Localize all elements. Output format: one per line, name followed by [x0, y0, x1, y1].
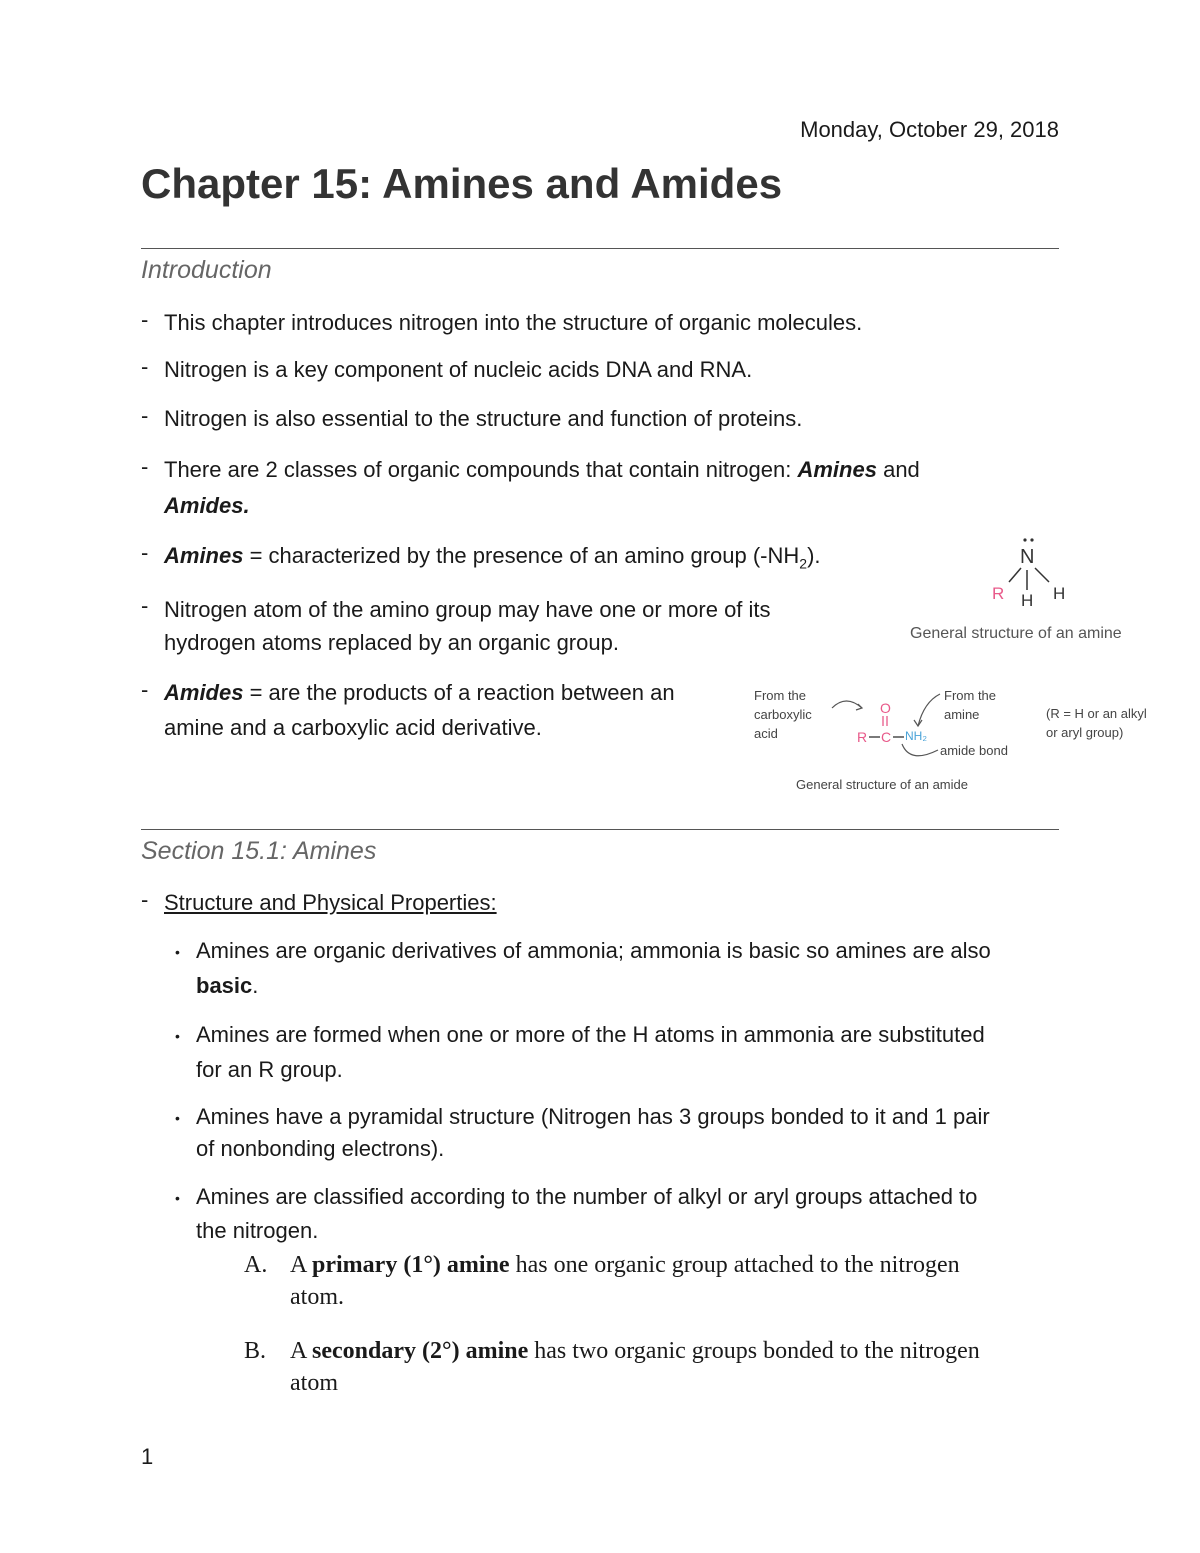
dash-marker: - — [141, 540, 149, 565]
dash-marker: - — [141, 403, 149, 428]
intro-item-7: Amides = are the products of a reaction between an — [164, 680, 675, 705]
intro-item-6-cont: hydrogen atoms replaced by an organic group. — [164, 630, 619, 655]
term-basic: basic — [196, 973, 253, 998]
amines-item-3: Amines have a pyramidal structure (Nitrogen has 3 groups bonded to it and 1 pair — [196, 1104, 990, 1129]
dash-marker: - — [141, 307, 149, 332]
amide-atom-c: C — [881, 729, 892, 745]
intro-item-7-cont: amine and a carboxylic acid derivative. — [164, 715, 542, 740]
bullet-marker: • — [175, 1190, 180, 1206]
term-amines: Amines — [797, 457, 877, 482]
amine-atom-n: N — [1020, 546, 1035, 568]
from-amine-label: From the amine — [944, 688, 997, 722]
amine-atom-h: H — [1021, 591, 1034, 610]
bullet-marker: • — [175, 1110, 180, 1126]
amide-bond-label: amide bond — [940, 743, 1008, 758]
amine-figure-caption: General structure of an amine — [910, 625, 1122, 642]
intro-item-4-cont — [164, 489, 250, 523]
document-date: Monday, October 29, 2018 — [800, 117, 1059, 142]
dash-marker: - — [141, 354, 149, 379]
dash-marker: - — [141, 887, 149, 912]
dash-marker: - — [141, 677, 149, 702]
secondary-amine-item: A secondary (2°) amine has two organic groups bonded to the nitrogen — [290, 1338, 980, 1364]
amines-item-2-cont: for an R group. — [196, 1057, 343, 1082]
divider-2 — [141, 829, 1059, 830]
dash-marker: - — [141, 454, 149, 479]
term-primary-amine: primary (1°) amine — [312, 1252, 510, 1278]
intro-item-1: This chapter introduces nitrogen into the structure of organic molecules. — [164, 310, 863, 335]
primary-amine-item-cont: atom. — [290, 1284, 344, 1310]
amide-figure-caption: General structure of an amide — [796, 777, 968, 792]
intro-item-5: Amines = characterized by the presence of an amino group $(-NH_2)$. — [164, 543, 821, 572]
term-amines-def: Amines — [164, 543, 244, 568]
bullet-marker: • — [175, 944, 180, 960]
amines-item-4-cont: the nitrogen. — [196, 1218, 319, 1243]
dash-marker: - — [141, 593, 149, 618]
intro-item-6: Nitrogen atom of the amino group may have one or more of its — [164, 597, 771, 622]
amide-atom-nh2: NH₂ — [905, 729, 927, 743]
divider-1 — [141, 248, 1059, 249]
amines-item-1: Amines are organic derivatives of ammonia; ammonia is basic so amines are also — [196, 938, 991, 963]
amide-structure-figure — [754, 684, 1164, 796]
amine-structure-figure — [910, 532, 1165, 652]
secondary-amine-item-cont: atom — [290, 1370, 338, 1396]
from-acid-label: From the carboxylic acid — [754, 688, 812, 741]
intro-item-4: There are 2 classes of organic compounds that contain nitrogen: Amines and — [164, 457, 920, 482]
section-heading-introduction: Introduction — [141, 256, 272, 284]
subsection-structure-properties: Structure and Physical Properties: — [164, 890, 497, 915]
amines-item-1-cont: basic. — [196, 973, 259, 998]
term-secondary-amine: secondary (2°) amine — [312, 1338, 529, 1364]
section-heading-amines: Section 15.1: Amines — [141, 837, 377, 865]
list-marker-b: B. — [244, 1338, 267, 1364]
amine-atom-h: H — [1053, 584, 1066, 603]
page-title: Chapter 15: Amines and Amides — [141, 160, 783, 207]
r-group-note: (R = H or an alkyl or aryl group) — [1046, 706, 1147, 740]
amide-atom-r: R — [857, 729, 868, 745]
amines-item-3-cont: of nonbonding electrons). — [196, 1136, 445, 1161]
term-amides-def: Amides — [164, 680, 244, 705]
page-number: 1 — [141, 1444, 154, 1469]
amines-item-2: Amines are formed when one or more of the H atoms in ammonia are substituted — [196, 1022, 985, 1047]
term-amides: Amides. — [164, 493, 250, 518]
primary-amine-item: A primary (1°) amine has one organic group attached to the nitrogen — [290, 1252, 960, 1278]
bullet-marker: • — [175, 1028, 180, 1044]
amine-atom-r: R — [992, 584, 1005, 603]
amines-item-4: Amines are classified according to the number of alkyl or aryl groups attached to — [196, 1184, 978, 1209]
amide-atom-o: O — [880, 700, 891, 716]
list-marker-a: A. — [244, 1252, 268, 1278]
intro-item-2: Nitrogen is a key component of nucleic acids DNA and RNA. — [164, 357, 753, 382]
intro-item-3: Nitrogen is also essential to the structure and function of proteins. — [164, 406, 803, 431]
